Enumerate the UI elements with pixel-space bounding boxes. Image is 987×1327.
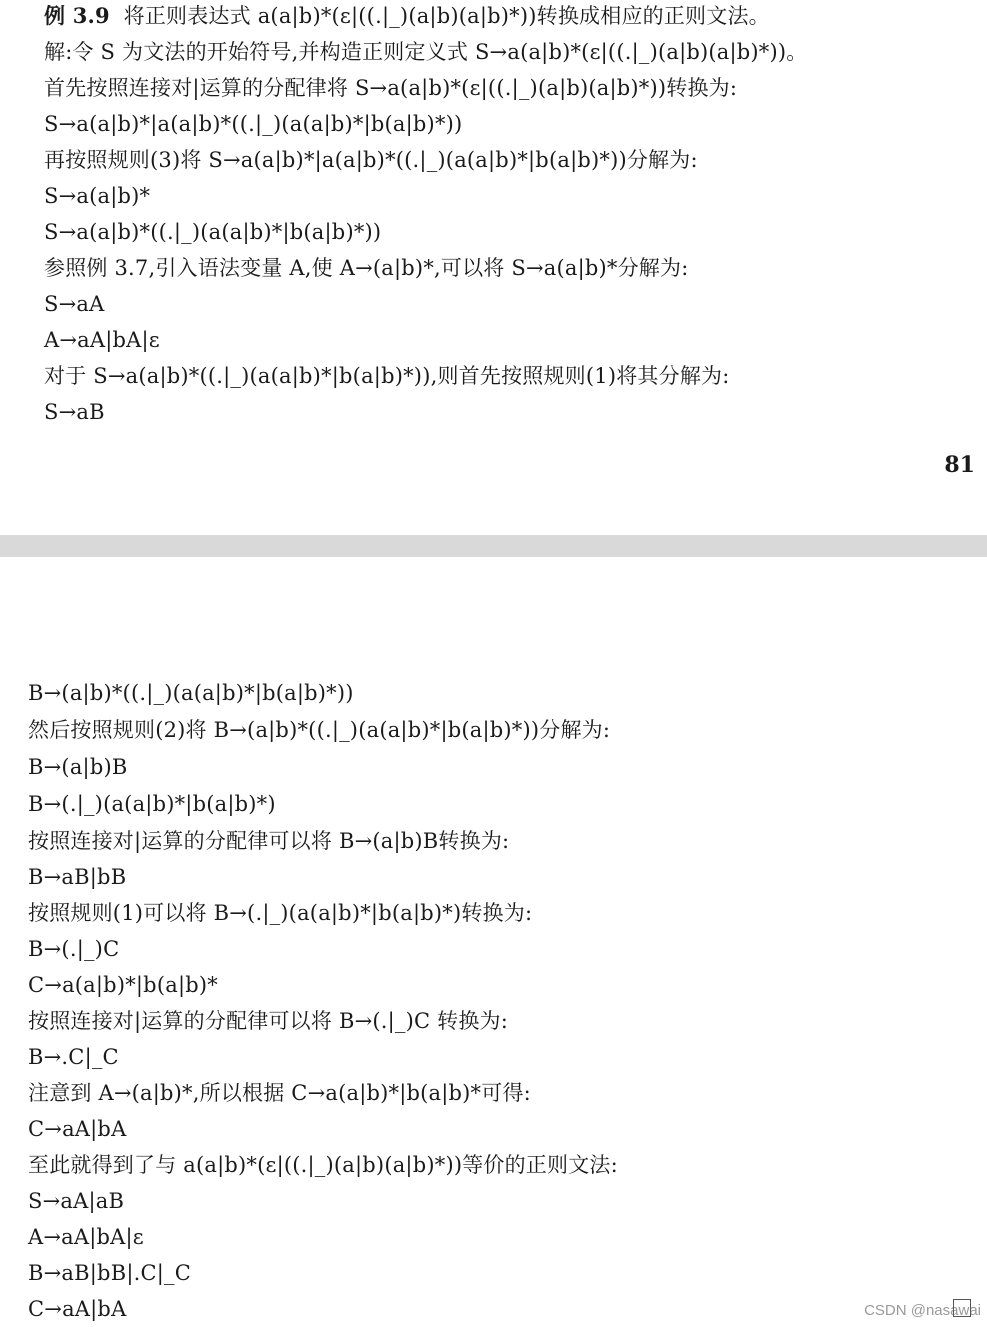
grammar-rule: S→a(a|b)*((.|_)(a(a|b)*|b(a|b)*)) xyxy=(44,220,382,244)
grammar-rule: S→a(a|b)*|a(a|b)*((.|_)(a(a|b)*|b(a|b)*)) xyxy=(44,112,463,136)
text-line: 按照连接对|运算的分配律可以将 B→(a|b)B转换为: xyxy=(28,829,510,853)
book-page-81 xyxy=(0,0,987,535)
text-line: 对于 S→a(a|b)*((.|_)(a(a|b)*|b(a|b)*)),则首先按照规则(1)将其分解为: xyxy=(44,364,730,388)
text-line: 注意到 A→(a|b)*,所以根据 C→a(a|b)*|b(a|b)*可得: xyxy=(28,1081,531,1105)
page-separator xyxy=(0,535,987,557)
grammar-rule: B→aB|bB xyxy=(28,865,127,889)
grammar-rule: B→.C|_C xyxy=(28,1045,119,1069)
text-line: 至此就得到了与 a(a|b)*(ε|((.|_)(a|b)(a|b)*))等价的正则文法: xyxy=(28,1153,618,1177)
grammar-rule: A→aA|bA|ε xyxy=(28,1225,144,1249)
text-line: 参照例 3.7,引入语法变量 A,使 A→(a|b)*,可以将 S→a(a|b)*分解为: xyxy=(44,256,689,280)
example-heading xyxy=(44,2,770,30)
grammar-rule: S→aB xyxy=(44,400,105,424)
grammar-rule: B→(.|_)C xyxy=(28,937,120,961)
grammar-rule: B→aB|bB|.C|_C xyxy=(28,1261,191,1285)
text-line: 解:令 S 为文法的开始符号,并构造正则定义式 S→a(a|b)*(ε|((.|_)(a|b)(a|b)*))。 xyxy=(44,40,808,64)
grammar-rule: B→(a|b)*((.|_)(a(a|b)*|b(a|b)*)) xyxy=(28,681,354,705)
page-number: 81 xyxy=(944,452,975,478)
text-line: 再按照规则(3)将 S→a(a|b)*|a(a|b)*((.|_)(a(a|b)*|b(a|b)*))分解为: xyxy=(44,148,698,172)
text-line: 然后按照规则(2)将 B→(a|b)*((.|_)(a(a|b)*|b(a|b)*))分解为: xyxy=(28,718,611,742)
text-line: 首先按照连接对|运算的分配律将 S→a(a|b)*(ε|((.|_)(a|b)(a|b)*))转换为: xyxy=(44,76,738,100)
grammar-rule: B→(a|b)B xyxy=(28,755,128,779)
text-line: 按照连接对|运算的分配律可以将 B→(.|_)C 转换为: xyxy=(28,1009,509,1033)
grammar-rule: S→a(a|b)* xyxy=(44,184,151,208)
book-page-82 xyxy=(0,557,987,1327)
example-statement: 将正则表达式 a(a|b)*(ε|((.|_)(a|b)(a|b)*))转换成相应的正则文法。 xyxy=(123,4,770,28)
grammar-rule: S→aA|aB xyxy=(28,1189,125,1213)
grammar-rule: C→aA|bA xyxy=(28,1297,127,1321)
text-line: 按照规则(1)可以将 B→(.|_)(a(a|b)*|b(a|b)*)转换为: xyxy=(28,901,533,925)
grammar-rule: A→aA|bA|ε xyxy=(44,328,160,352)
grammar-rule: S→aA xyxy=(44,292,105,316)
grammar-rule: B→(.|_)(a(a|b)*|b(a|b)*) xyxy=(28,792,276,816)
csdn-watermark: CSDN @nasawai xyxy=(864,1302,981,1319)
checkbox-icon[interactable] xyxy=(953,1299,971,1317)
grammar-rule: C→aA|bA xyxy=(28,1117,127,1141)
grammar-rule: C→a(a|b)*|b(a|b)* xyxy=(28,973,218,997)
example-label: 例 3.9 xyxy=(44,3,110,28)
